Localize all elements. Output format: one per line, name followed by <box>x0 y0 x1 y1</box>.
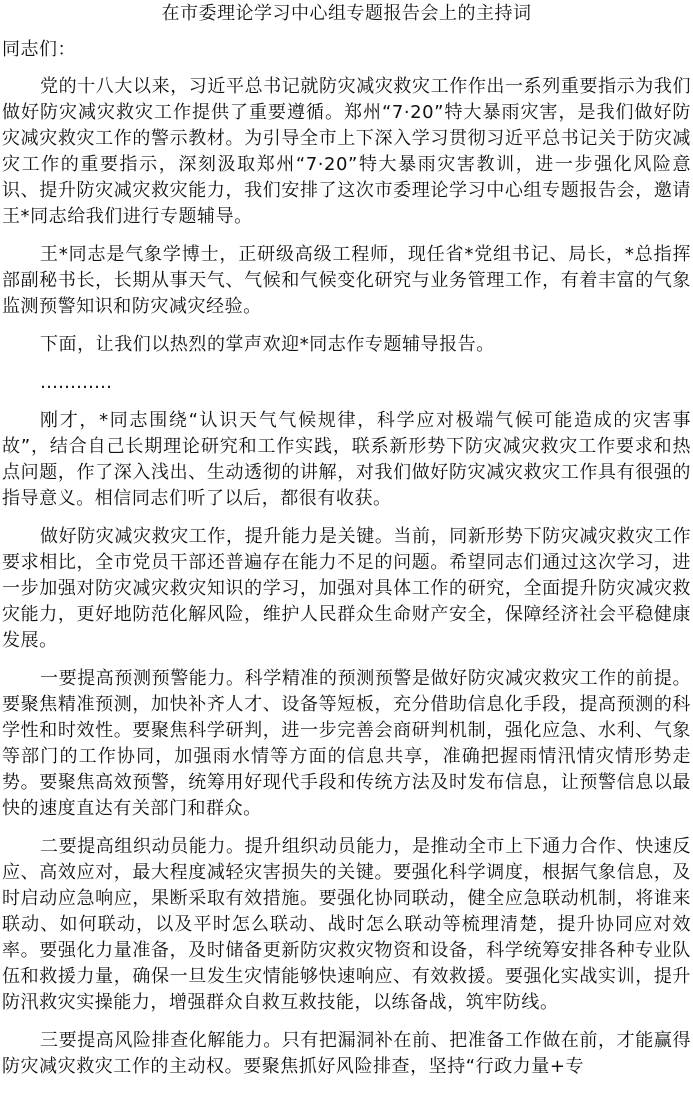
paragraph-ellipsis: ………… <box>40 372 112 393</box>
paragraph-welcome: 下面，让我们以热烈的掌声欢迎*同志作专题辅导报告。 <box>40 334 495 355</box>
salutation: 同志们： <box>2 39 76 60</box>
paragraph-point-two: 二要提高组织动员能力。提升组织动员能力，是推动全市上下通力合作、快速反应、高效应对，最大程度减轻灾害损失的关键。要强化科学调度，根据气象信息，及时启动应急响应，果断采取有效措施。要强化协同联动，健全应急联动机制，将谁来联动、如何联动，以及平时怎么联动、战时怎么联动等梳理清楚，提升协同应对效率。要强化力量准备，及时储备更新防灾救灾物资和设备，科学统筹安排各种专业队伍和救援力量，确保一旦发生灾情能够快速响应、有效救援。要强化实战实训，提升防汛救灾实操能力，增强群众自救互救技能，以练备战，筑牢防线。 <box>2 836 691 1013</box>
paragraph-point-three: 三要提高风险排查化解能力。只有把漏洞补在前、把准备工作做在前，才能赢得防灾减灾救灾工作的主动权。要聚焦抓好风险排查，坚持“行政力量+专 <box>2 1030 691 1077</box>
paragraph-point-one: 一要提高预测预警能力。科学精准的预测预警是做好防灾减灾救灾工作的前提。要聚焦精准预测，加快补齐人才、设备等短板，充分借助信息化手段，提高预测的科学性和时效性。要聚焦科学研判，进一步完善会商研判机制，强化应急、水利、气象等部门的工作协同，加强雨水情等方面的信息共享，准确把握雨情汛情灾情形势走势。要聚焦高效预警，统筹用好现代手段和传统方法及时发布信息，让预警信息以最快的速度直达有关部门和群众。 <box>2 668 691 819</box>
paragraph-summary: 刚才，*同志围绕“认识天气气候规律，科学应对极端气候可能造成的灾害事故”，结合自己长期理论研究和工作实践，联系新形势下防灾减灾救灾工作要求和热点问题，作了深入浅出、生动透彻的讲解，对我们做好防灾减灾救灾工作具有很强的指导意义。相信同志们听了以后，都很有收获。 <box>2 410 691 509</box>
document-title: 在市委理论学习中心组专题报告会上的主持词 <box>161 3 532 24</box>
paragraph-speaker-bio: 王*同志是气象学博士，正研级高级工程师，现任省*党组书记、局长，*总指挥部副秘书长，长期从事天气、气候和气候变化研究与业务管理工作，有着丰富的气象监测预警知识和防灾减灾经验。 <box>2 244 691 317</box>
paragraph-intro: 党的十八大以来，习近平总书记就防灾减灾救灾工作作出一系列重要指示为我们做好防灾减灾救灾工作提供了重要遵循。郑州“7·20”特大暴雨灾害，是我们做好防灾减灾救灾工作的警示教材。为引导全市上下深入学习贯彻习近平总书记关于防灾减灾工作的重要指示，深刻汲取郑州“7·20”特大暴雨灾害教训，进一步强化风险意识、提升防灾减灾救灾能力，我们安排了这次市委理论学习中心组专题报告会，邀请王*同志给我们进行专题辅导。 <box>2 76 691 227</box>
paragraph-capability: 做好防灾减灾救灾工作，提升能力是关键。当前，同新形势下防灾减灾救灾工作要求相比，全市党员干部还普遍存在能力不足的问题。希望同志们通过这次学习，进一步加强对防灾减灾救灾知识的学习，加强对具体工作的研究，全面提升防灾减灾救灾能力，更好地防范化解风险，维护人民群众生命财产安全，保障经济社会平稳健康发展。 <box>2 526 691 651</box>
